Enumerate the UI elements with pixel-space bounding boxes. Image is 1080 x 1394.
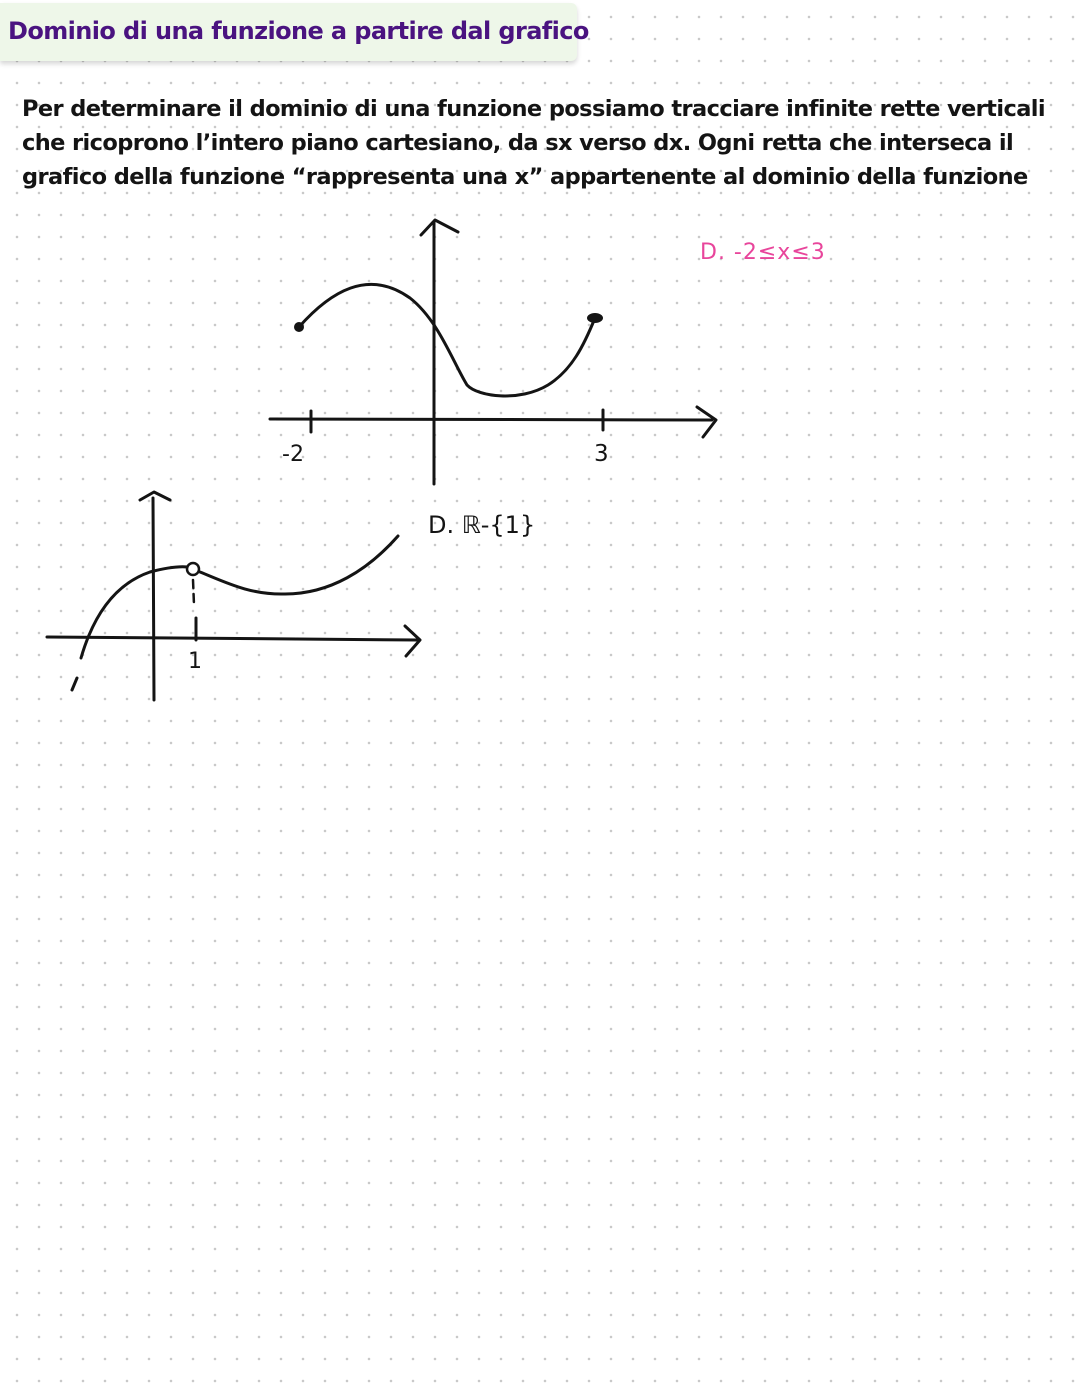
graph-2-curve-right (200, 536, 398, 594)
graph-2-x-axis (47, 637, 418, 640)
graph-1-y-arrow (421, 220, 458, 235)
graph-2-open-point (187, 563, 199, 575)
graph-1-tick-label-left: -2 (282, 442, 304, 467)
graph-2-dashed-guide (193, 580, 194, 605)
graph-1-endpoint-left (294, 322, 304, 332)
graph-1-curve (299, 284, 595, 396)
graph-1-endpoint-right (587, 313, 603, 323)
graph-2 (47, 492, 420, 700)
graph-2-domain-note: D. ℝ-{1} (428, 511, 536, 539)
graph-2-y-axis (153, 498, 154, 700)
graph-1-x-axis (270, 419, 712, 420)
graph-1-tick-label-right: 3 (594, 441, 609, 467)
graph-1-domain-note: D. -2≤x≤3 (700, 240, 826, 265)
page-title: Dominio di una funzione a partire dal grafico (8, 17, 589, 45)
graph-1 (270, 220, 716, 484)
graph-2-tick-label: 1 (188, 649, 202, 674)
graph-1-x-arrow (697, 407, 716, 437)
graph-2-y-arrow (140, 492, 170, 500)
intro-paragraph: Per determinare il dominio di una funzione possiamo tracciare infinite rette verticali che ricoprono l’intero piano cartesiano, da sx verso dx. Ogni retta che interseca il grafico della funzione “rappresenta una x” appartenente al dominio della funzione (22, 96, 1045, 190)
graph-2-curve-left (72, 567, 188, 690)
